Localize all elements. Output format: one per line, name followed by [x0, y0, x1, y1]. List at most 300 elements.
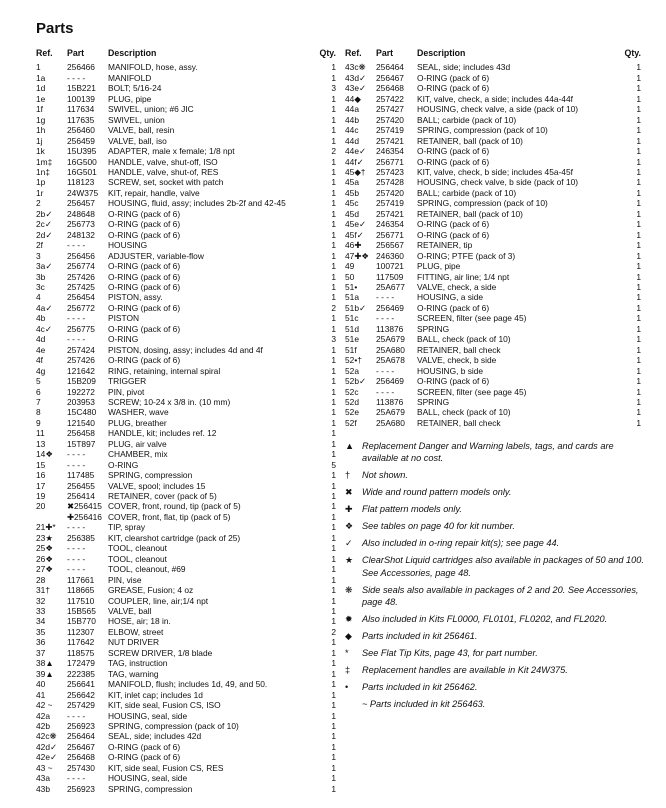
table-row [36, 146, 336, 156]
qty-cell: 1 [331, 449, 336, 460]
description-cell: HOUSING, seal, side [108, 710, 188, 721]
page-title: Parts [36, 20, 74, 37]
qty-cell: 1 [331, 616, 336, 627]
table-row [345, 397, 641, 407]
part-cell: 248648 [67, 208, 95, 219]
footnote-text: Flat pattern models only. [362, 504, 462, 515]
qty-cell: 1 [331, 731, 336, 742]
qty-cell: 1 [331, 700, 336, 711]
table-row [345, 407, 641, 417]
part-cell: 25A679 [376, 407, 405, 418]
qty-cell: 1 [636, 146, 641, 157]
part-cell: 256385 [67, 532, 95, 543]
ref-cell: 43d✓ [345, 72, 366, 83]
qty-cell: 1 [636, 417, 641, 428]
ref-cell: 47✚❖ [345, 250, 369, 261]
ref-cell: 43e✓ [345, 83, 366, 94]
ref-cell: 1h [36, 125, 46, 136]
ref-cell: 27❖ [36, 564, 53, 575]
description-cell: VALVE, check, a side [417, 281, 497, 292]
qty-cell: 1 [331, 762, 336, 773]
table-row [36, 282, 336, 292]
qty-cell: 1 [331, 187, 336, 198]
ref-cell: 9 [36, 417, 41, 428]
footnote-text: Parts included in kit 256462. [362, 682, 478, 693]
qty-cell: 1 [636, 313, 641, 324]
part-cell: 257428 [376, 177, 404, 188]
part-cell: - - - - [67, 72, 86, 83]
part-cell: 256467 [376, 72, 404, 83]
table-row [36, 313, 336, 323]
part-cell: 256771 [376, 156, 404, 167]
qty-cell: 1 [636, 198, 641, 209]
table-row [345, 157, 641, 167]
description-cell: SPRING [417, 396, 450, 407]
description-cell: SPRING, compression [108, 470, 193, 481]
footnote-symbol-icon: • [345, 682, 349, 693]
table-row [36, 460, 336, 470]
qty-cell: 1 [636, 156, 641, 167]
qty-cell: 1 [331, 271, 336, 282]
part-cell: 117642 [67, 637, 95, 648]
qty-cell: 1 [636, 135, 641, 146]
part-cell: 256774 [67, 261, 95, 272]
footnote-text: See Flat Tip Kits, page 43, for part number. [362, 648, 538, 659]
footnote-symbol-icon: ❋ [345, 584, 353, 595]
part-cell: 117509 [376, 271, 404, 282]
ref-cell: 44f✓ [345, 156, 364, 167]
footnote-symbol-icon: ★ [345, 555, 354, 566]
ref-cell: 45a [345, 177, 359, 188]
part-cell: 257420 [376, 187, 404, 198]
ref-cell: 51e [345, 334, 359, 345]
description-cell: SPRING [417, 323, 450, 334]
ref-cell: 1 [36, 62, 41, 73]
qty-cell: 1 [331, 407, 336, 418]
description-cell: O-RING (pack of 6) [108, 229, 181, 240]
description-cell: KIT, valve, check, a side; includes 44a-44f [417, 93, 573, 104]
table-row [36, 481, 336, 491]
part-cell: 203953 [67, 396, 95, 407]
ref-cell: 4g [36, 365, 46, 376]
table-row [345, 83, 641, 93]
part-cell: - - - - [67, 334, 86, 345]
qty-cell: 1 [331, 773, 336, 784]
qty-cell: 3 [331, 83, 336, 94]
description-cell: O-RING [108, 334, 139, 345]
table-header [345, 48, 641, 58]
description-cell: PISTON, dosing, assy; includes 4d and 4f [108, 344, 263, 355]
description-cell: SCREW DRIVER, 1/8 blade [108, 647, 213, 658]
qty-cell: 1 [636, 386, 641, 397]
ref-cell: 38▲ [36, 658, 54, 669]
qty-cell: 1 [331, 721, 336, 731]
description-cell: HOUSING, check valve, a side (pack of 10) [417, 104, 579, 115]
header-ref: Ref. [36, 48, 53, 58]
table-row [36, 188, 336, 198]
ref-cell: 40 [36, 679, 46, 690]
description-cell: TIP, spray [108, 522, 146, 533]
qty-cell: 1 [331, 219, 336, 230]
qty-cell: 1 [636, 281, 641, 292]
table-row [36, 679, 336, 689]
part-cell: 256454 [67, 292, 95, 303]
qty-cell: 1 [331, 501, 336, 512]
qty-cell: 1 [331, 125, 336, 136]
qty-cell: 3 [331, 334, 336, 345]
description-cell: RETAINER, tip [417, 240, 473, 251]
description-cell: SEAL, side; includes 43d [417, 62, 511, 73]
ref-cell: 42c❋ [36, 731, 57, 742]
ref-cell: 4e [36, 344, 46, 355]
table-body [345, 62, 641, 428]
footnote-item [345, 440, 645, 465]
part-cell: 112307 [67, 626, 95, 637]
description-cell: PISTON, assy. [108, 292, 163, 303]
footnote-symbol-icon: ‡ [345, 665, 351, 676]
description-cell: HOSE, air; 18 in. [108, 616, 171, 627]
table-row [36, 470, 336, 480]
ref-cell: 52e [345, 407, 359, 418]
part-cell: 256773 [67, 219, 95, 230]
footnote-item [345, 537, 645, 549]
qty-cell: 1 [331, 62, 336, 73]
ref-cell: 45◆† [345, 166, 366, 177]
ref-cell: 1a [36, 72, 46, 83]
table-row [36, 522, 336, 532]
part-cell: 256464 [67, 731, 95, 742]
table-row [36, 784, 336, 794]
qty-cell: 1 [636, 344, 641, 355]
ref-cell: 2b✓ [36, 208, 53, 219]
parts-table-right [345, 48, 641, 428]
description-cell: KIT, clearshot cartridge (pack of 25) [108, 532, 241, 543]
description-cell: MANIFOLD, flush; includes 1d, 49, and 50. [108, 679, 268, 690]
table-row [345, 303, 641, 313]
ref-cell: 1d [36, 83, 46, 94]
part-cell: 256464 [376, 62, 404, 73]
ref-cell: 21✚* [36, 522, 56, 533]
part-cell: ✚256416 [67, 511, 102, 522]
description-cell: RETAINER, cover (pack of 5) [108, 491, 217, 502]
footnotes [345, 440, 645, 715]
ref-cell: 46✚ [345, 240, 362, 251]
qty-cell: 1 [331, 574, 336, 585]
qty-cell: 1 [331, 114, 336, 125]
ref-cell: 1k [36, 146, 45, 157]
qty-cell: 1 [331, 438, 336, 449]
description-cell: HANDLE, kit; includes ref. 12 [108, 428, 217, 439]
qty-cell: 1 [331, 564, 336, 575]
qty-cell: 2 [331, 626, 336, 637]
description-cell: VALVE, ball, resin [108, 125, 175, 136]
table-row [36, 721, 336, 731]
table-row [345, 177, 641, 187]
table-row [36, 428, 336, 438]
table-row [36, 700, 336, 710]
description-cell: PLUG, air valve [108, 438, 167, 449]
ref-cell: 20 [36, 501, 46, 512]
qty-cell: 1 [636, 72, 641, 83]
qty-cell: 1 [331, 261, 336, 272]
part-cell: 117635 [67, 114, 95, 125]
table-row [36, 690, 336, 700]
description-cell: SWIVEL, union; #6 JIC [108, 104, 194, 115]
qty-cell: 1 [636, 240, 641, 251]
table-row [36, 209, 336, 219]
part-cell: 15B565 [67, 606, 96, 617]
description-cell: TAG, warning [108, 668, 159, 679]
table-row [36, 575, 336, 585]
parts-table-left [36, 48, 336, 794]
footnote-symbol-icon: ▲ [345, 441, 355, 451]
qty-cell: 1 [331, 511, 336, 522]
part-cell: 117634 [67, 104, 95, 115]
footnote-symbol-icon: ❖ [345, 521, 354, 532]
qty-cell: 1 [636, 114, 641, 125]
table-row [345, 73, 641, 83]
description-cell: O-RING (pack of 6) [108, 302, 181, 313]
table-row [345, 115, 641, 125]
description-cell: BOLT; 5/16-24 [108, 83, 162, 94]
table-row [345, 282, 641, 292]
ref-cell: 39▲ [36, 668, 54, 679]
footnote-text: Side seals also available in packages of 2 and 20. See Accessories, page 48. [362, 584, 639, 608]
table-row [36, 397, 336, 407]
table-row [36, 585, 336, 595]
table-row [36, 564, 336, 574]
part-cell: 15B221 [67, 83, 96, 94]
table-row [36, 763, 336, 773]
ref-cell: 26❖ [36, 553, 53, 564]
qty-cell: 1 [331, 689, 336, 700]
footnote-item [345, 647, 645, 659]
ref-cell: 52b✓ [345, 376, 366, 387]
qty-cell: 1 [636, 292, 641, 303]
qty-cell: 1 [331, 606, 336, 617]
part-cell: 256459 [67, 135, 95, 146]
description-cell: GREASE, Fusion; 4 oz [108, 585, 194, 596]
table-row [345, 230, 641, 240]
ref-cell: 1p [36, 177, 46, 188]
footnote-item [345, 664, 645, 676]
ref-cell: 35 [36, 626, 46, 637]
ref-cell: 4c✓ [36, 323, 52, 334]
ref-cell: 52f [345, 417, 357, 428]
ref-cell [36, 512, 67, 522]
part-cell: 113876 [376, 396, 404, 407]
qty-cell: 1 [636, 125, 641, 136]
table-row [36, 272, 336, 282]
table-row [345, 62, 641, 72]
part-cell: - - - - [376, 292, 395, 303]
ref-cell: 19 [36, 491, 46, 502]
table-row [36, 596, 336, 606]
ref-cell: 44c [345, 125, 359, 136]
ref-cell: 44d [345, 135, 359, 146]
table-row [345, 209, 641, 219]
table-row [345, 345, 641, 355]
footnote-symbol-icon [345, 698, 362, 710]
part-cell: 256567 [376, 240, 404, 251]
qty-cell: 1 [331, 72, 336, 83]
part-cell: 256771 [376, 229, 404, 240]
table-row [345, 324, 641, 334]
footnote-item [345, 469, 645, 481]
ref-cell: 42d✓ [36, 741, 57, 752]
ref-cell: 43a [36, 773, 50, 784]
header-part: Part [67, 48, 85, 58]
table-row [36, 627, 336, 637]
description-cell: PISTON [108, 313, 140, 324]
ref-cell: 33 [36, 606, 46, 617]
qty-cell: 2 [331, 302, 336, 313]
part-cell: 25A678 [376, 355, 405, 366]
description-cell: O-RING (pack of 6) [108, 261, 181, 272]
part-cell: 257426 [67, 355, 95, 366]
qty-cell: 1 [331, 417, 336, 428]
part-cell: 256469 [376, 376, 404, 387]
qty-cell: 1 [636, 93, 641, 104]
description-cell: SWIVEL, union [108, 114, 165, 125]
ref-cell: 44e✓ [345, 146, 366, 157]
ref-cell: 49 [345, 261, 355, 272]
ref-cell: 51c [345, 313, 359, 324]
table-row [345, 313, 641, 323]
ref-cell: 2c✓ [36, 219, 52, 230]
qty-cell: 1 [331, 491, 336, 502]
part-cell: 15T897 [67, 438, 96, 449]
header-qty: Qty. [319, 48, 336, 58]
header-description: Description [417, 48, 466, 58]
footnote-item [345, 630, 645, 642]
ref-cell: 51f [345, 344, 357, 355]
table-row [345, 104, 641, 114]
footnote-text: Not shown. [362, 470, 408, 481]
part-cell: 118575 [67, 647, 95, 658]
description-cell: O-RING (pack of 6) [108, 355, 181, 366]
qty-cell: 1 [636, 219, 641, 230]
table-row [36, 230, 336, 240]
description-cell: WASHER, wave [108, 407, 169, 418]
part-cell: 192272 [67, 386, 95, 397]
header-description: Description [108, 48, 157, 58]
qty-cell: 1 [331, 585, 336, 596]
description-cell: MANIFOLD, hose, assy. [108, 62, 198, 73]
ref-cell: 14❖ [36, 449, 53, 460]
ref-cell: 6 [36, 386, 41, 397]
description-cell: O-RING (pack of 6) [108, 323, 181, 334]
qty-cell: 1 [331, 783, 336, 794]
ref-cell: 16 [36, 470, 46, 481]
description-cell: HOUSING, check valve, b side (pack of 10) [417, 177, 579, 188]
description-cell: FITTING, air line; 1/4 npt [417, 271, 510, 282]
description-cell: BALL; carbide (pack of 10) [417, 187, 517, 198]
ref-cell: 52a [345, 365, 359, 376]
table-row [36, 711, 336, 721]
qty-cell: 1 [331, 240, 336, 251]
table-row [36, 261, 336, 271]
qty-cell: 1 [331, 376, 336, 387]
part-cell: 121642 [67, 365, 95, 376]
ref-cell: 1n‡ [36, 166, 50, 177]
table-row [345, 136, 641, 146]
ref-cell: 52d [345, 396, 359, 407]
description-cell: BALL, check (pack of 10) [417, 407, 511, 418]
ref-cell: 43c❋ [345, 62, 366, 73]
table-row [36, 616, 336, 626]
description-cell: TOOL, cleanout [108, 553, 167, 564]
ref-cell: 51d [345, 323, 359, 334]
qty-cell: 1 [636, 376, 641, 387]
qty-cell: 1 [331, 198, 336, 209]
ref-cell: 1e [36, 93, 46, 104]
ref-cell: 42e✓ [36, 752, 57, 763]
ref-cell: 51a [345, 292, 359, 303]
description-cell: SPRING, compression (pack of 10) [417, 125, 548, 136]
table-row [36, 303, 336, 313]
table-row [36, 157, 336, 167]
footnote-symbol-icon: ✖ [345, 487, 353, 498]
table-row [36, 177, 336, 187]
part-cell: ✖256415 [67, 501, 102, 512]
qty-cell: 1 [636, 104, 641, 115]
part-cell: - - - - [67, 240, 86, 251]
description-cell: O-RING (pack of 6) [417, 83, 490, 94]
description-cell: KIT, side seal, Fusion CS, ISO [108, 700, 221, 711]
part-cell: 25A679 [376, 334, 405, 345]
part-cell: 256468 [67, 752, 95, 763]
description-cell: COVER, front, flat, tip (pack of 5) [108, 511, 231, 522]
part-cell: 257422 [376, 93, 404, 104]
table-row [36, 533, 336, 543]
part-cell: 257426 [67, 271, 95, 282]
description-cell: O-RING (pack of 6) [108, 752, 181, 763]
part-cell: 256923 [67, 783, 95, 794]
ref-cell: 8 [36, 407, 41, 418]
ref-cell: 1f [36, 104, 43, 115]
part-cell: 16G500 [67, 156, 97, 167]
qty-cell: 1 [331, 355, 336, 366]
qty-cell: 1 [331, 386, 336, 397]
ref-cell: 28 [36, 574, 46, 585]
footnote-text: Replacement handles are available in Kit 24W375. [362, 665, 568, 676]
table-row [36, 324, 336, 334]
footnote-text: ~ Parts included in kit 256463. [362, 699, 486, 710]
qty-cell: 1 [636, 365, 641, 376]
ref-cell: 31† [36, 585, 50, 596]
ref-cell: 45e✓ [345, 219, 366, 230]
ref-cell: 7 [36, 396, 41, 407]
description-cell: COVER, front, round, tip (pack of 5) [108, 501, 241, 512]
qty-cell: 1 [331, 637, 336, 648]
table-row [345, 94, 641, 104]
qty-cell: 1 [331, 543, 336, 554]
description-cell: TOOL, cleanout [108, 543, 167, 554]
description-cell: ADAPTER, male x female; 1/8 npt [108, 146, 235, 157]
table-row [36, 83, 336, 93]
qty-cell: 1 [331, 647, 336, 658]
qty-cell: 1 [331, 595, 336, 606]
footnote-item [345, 584, 645, 609]
table-row [36, 62, 336, 72]
part-cell: 256455 [67, 480, 95, 491]
table-row [345, 292, 641, 302]
ref-cell: 45d [345, 208, 359, 219]
part-cell: 256466 [67, 62, 95, 73]
table-row [36, 407, 336, 417]
qty-cell: 1 [331, 428, 336, 439]
